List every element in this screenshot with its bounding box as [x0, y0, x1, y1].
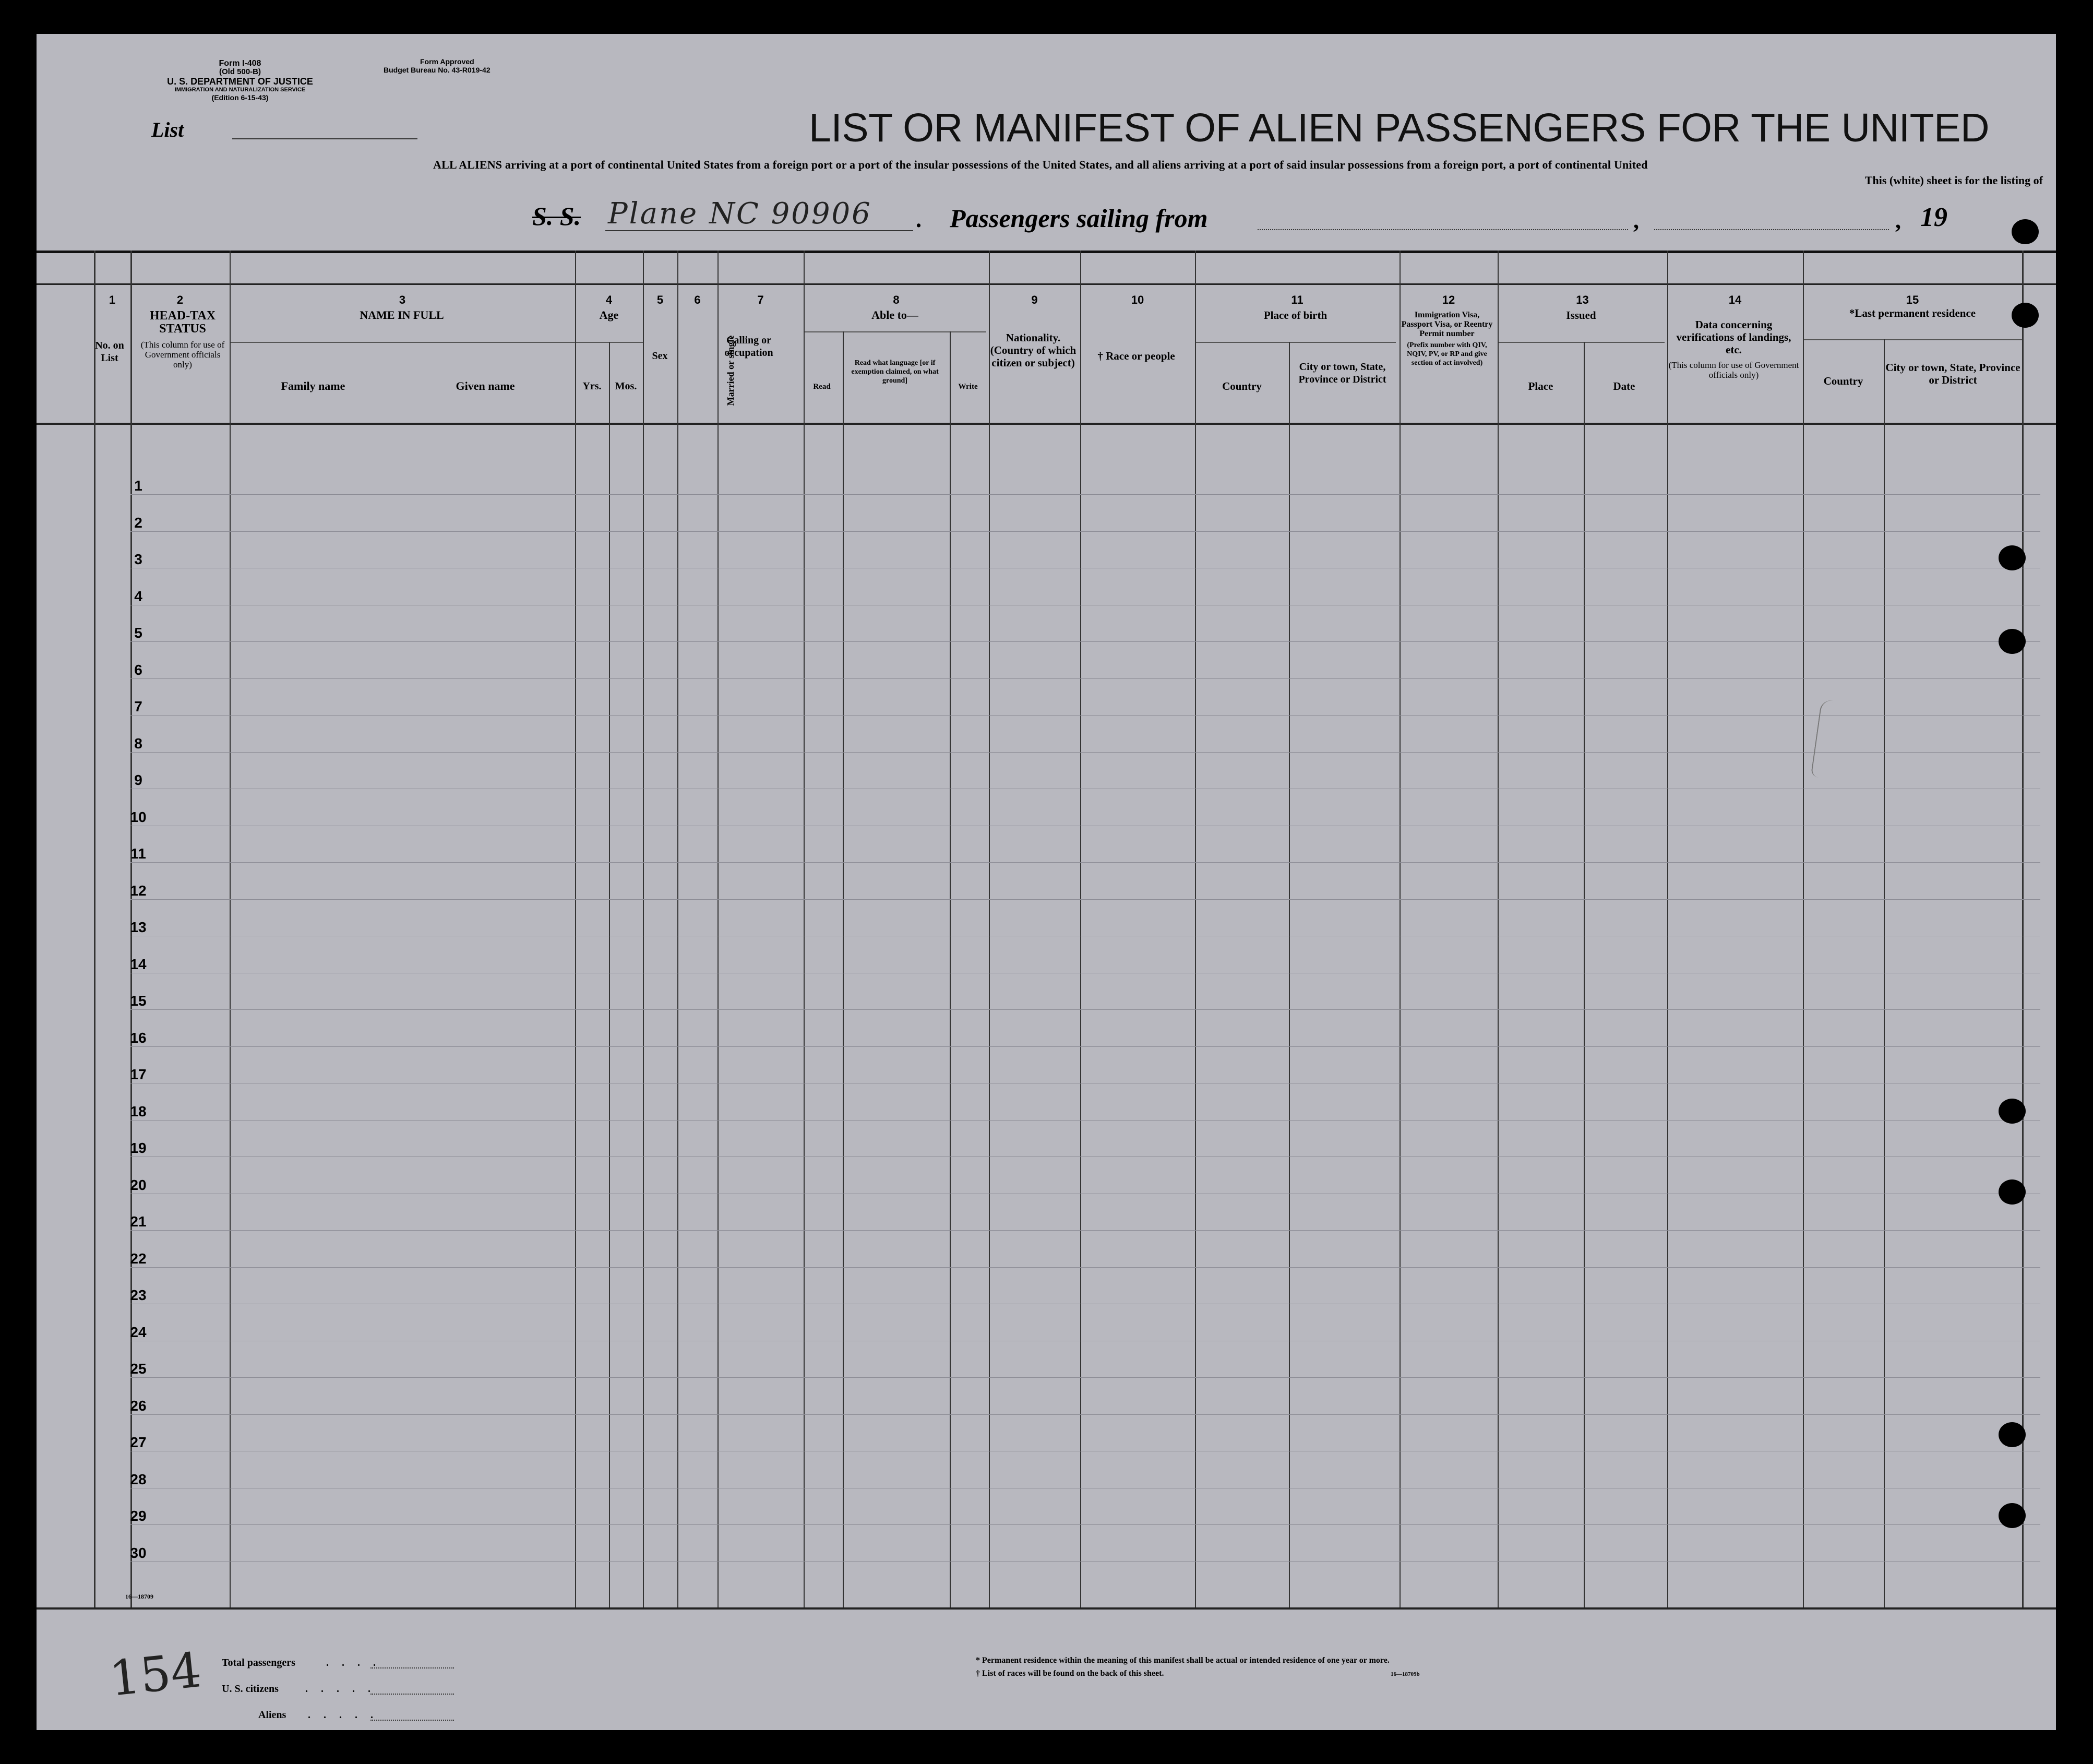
header-head-tax	[138, 309, 227, 370]
list-label: List	[151, 118, 184, 141]
header-age: Age	[599, 308, 619, 321]
column-line	[643, 251, 644, 1607]
column-number: 6	[694, 293, 701, 306]
row-number: 16	[130, 1029, 147, 1046]
punch-hole	[1999, 1503, 2026, 1528]
row-number: 2	[134, 514, 142, 531]
row-number: 9	[134, 772, 142, 788]
head-tax-note: (This column for use of Government officials only)	[140, 340, 225, 370]
row-line	[130, 641, 2040, 642]
column-line	[1884, 339, 1885, 1607]
column-line	[1080, 251, 1081, 1607]
row-number: 5	[134, 625, 142, 641]
row-line	[130, 1524, 2040, 1525]
column-line	[1400, 251, 1401, 1607]
column-number: 1	[109, 293, 116, 306]
visa-note: (Prefix number with QIV, NQIV, PV, or RP and give section of act involved)	[1407, 341, 1487, 367]
header-subdivision-able	[804, 331, 986, 332]
form-old-number: (Old 500-B)	[219, 67, 261, 76]
form-approval	[384, 57, 491, 74]
row-number: 19	[130, 1140, 147, 1156]
header-issued: Issued	[1566, 309, 1596, 321]
punch-hole	[2012, 303, 2039, 328]
header-calling: Calling or occupation	[724, 335, 773, 359]
vessel-name-line	[605, 230, 913, 231]
header-data-concerning	[1667, 318, 1800, 380]
header-yrs: Yrs.	[582, 380, 602, 392]
row-number: 3	[134, 551, 142, 567]
row-number: 6	[134, 661, 142, 678]
row-line	[130, 752, 2040, 753]
vessel-name: Plane NC 90906	[608, 197, 872, 231]
header-family-name: Family name	[281, 379, 345, 392]
column-number: 9	[1031, 293, 1038, 306]
ss-prefix: S. S.	[532, 201, 581, 231]
row-number: 20	[130, 1176, 147, 1193]
us-citizens-row: U. S. citizens . . . . .	[222, 1683, 514, 1695]
total-passengers-label: Total passengers	[222, 1657, 295, 1668]
row-number: 24	[130, 1324, 147, 1340]
aliens-row: Aliens . . . . .	[222, 1709, 514, 1721]
column-number: 5	[656, 293, 664, 306]
department: U. S. DEPARTMENT OF JUSTICE	[167, 76, 313, 87]
service: IMMIGRATION AND NATURALIZATION SERVICE	[174, 87, 306, 93]
row-line	[130, 1046, 2040, 1047]
row-number: 28	[130, 1471, 147, 1487]
column-line	[843, 331, 844, 1607]
visa-title: Immigration Visa, Passport Visa, or Reentry Permit number	[1401, 311, 1493, 338]
us-citizens-label: U. S. citizens	[222, 1683, 279, 1695]
sailing-from-label: Passengers sailing from	[950, 204, 1208, 233]
header-subdivision-name	[230, 342, 575, 343]
list-field	[151, 117, 420, 140]
footnote-permanent: * Permanent residence within the meaning of this manifest shall be actual or intended residence of one year or more.	[976, 1656, 1390, 1665]
column-number-row-line	[37, 283, 2056, 285]
subtitle-line-1: ALL ALIENS arriving at a port of continental United States from a foreign port or a port of the insular possessions of the United States, and all aliens arriving at a port of said insular possessions from a foreign port, a port of continental United	[433, 158, 1648, 171]
column-line	[230, 251, 231, 1607]
row-line	[130, 862, 2040, 863]
row-number: 10	[130, 808, 147, 825]
row-number: 29	[130, 1508, 147, 1524]
column-line	[609, 342, 610, 1607]
row-number: 12	[130, 882, 147, 899]
column-number: 4	[605, 293, 613, 306]
row-line	[130, 1414, 2040, 1415]
column-line	[2022, 251, 2024, 1607]
header-read-language: Read what language [or if exemption claimed, on what ground]	[851, 359, 939, 385]
handwritten-sheet-number: 154	[106, 1642, 204, 1707]
column-line	[989, 251, 990, 1607]
header-no-on-list: No. on List	[95, 340, 124, 364]
row-line	[130, 1267, 2040, 1268]
aliens-label: Aliens	[258, 1709, 286, 1721]
us-citizens-field	[370, 1694, 454, 1695]
header-read: Read	[813, 383, 831, 391]
list-value-line	[232, 138, 417, 139]
column-line	[677, 251, 678, 1607]
row-number: 15	[130, 993, 147, 1009]
row-number: 13	[130, 919, 147, 935]
column-line	[804, 251, 805, 1607]
column-line	[1667, 251, 1668, 1607]
edition: (Edition 6-15-43)	[211, 93, 269, 102]
row-number: 8	[134, 735, 142, 752]
column-number: 15	[1906, 293, 1919, 306]
row-line	[130, 678, 2040, 679]
header-subdivision-issued	[1498, 342, 1665, 343]
total-passengers-row: Total passengers . . . .	[222, 1657, 514, 1669]
vessel-line: S. S. Plane NC 90906 . Passengers sailing from , , 19	[532, 197, 1947, 233]
header-nationality: Nationality. (Country of which citizen or subject)	[990, 331, 1077, 369]
row-number: 23	[130, 1287, 147, 1303]
data-concerning-note: (This column for use of Government officials only)	[1668, 360, 1799, 380]
subtitle-line-2: This (white) sheet is for the listing of	[1864, 174, 2043, 187]
row-line	[130, 1009, 2040, 1010]
header-able-to: Able to—	[871, 308, 918, 321]
column-number: 10	[1131, 293, 1144, 306]
punch-hole	[1999, 1179, 2026, 1205]
total-passengers-field	[370, 1667, 454, 1668]
row-number: 21	[130, 1213, 147, 1230]
print-code: 16—18709	[125, 1593, 153, 1600]
header-name-in-full: NAME IN FULL	[360, 308, 444, 321]
header-place-of-birth: Place of birth	[1263, 309, 1327, 321]
header-res-city: City or town, State, Province or District	[1885, 361, 2020, 386]
budget-number: Budget Bureau No. 43-R019-42	[384, 66, 491, 74]
form-number: Form I-408	[219, 59, 261, 68]
header-bottom-line	[37, 423, 2056, 425]
header-issued-place: Place	[1528, 380, 1553, 392]
row-number: 11	[130, 845, 146, 862]
print-code-b: 16—18709b	[1391, 1671, 1420, 1677]
head-tax-title: HEAD-TAX STATUS	[149, 309, 216, 336]
sailing-from-field	[1258, 229, 1628, 230]
column-number: 7	[757, 293, 764, 306]
column-number: 8	[893, 293, 900, 306]
header-write: Write	[958, 383, 978, 391]
date-field	[1654, 229, 1889, 230]
header-given-name: Given name	[456, 379, 515, 392]
footnote-races: † List of races will be found on the back of this sheet.	[976, 1669, 1164, 1678]
column-line	[94, 251, 95, 1607]
pencil-mark	[1811, 699, 1833, 778]
column-line	[1195, 251, 1196, 1607]
table-top-border	[37, 251, 2056, 253]
year-field: 19	[1920, 202, 1947, 232]
column-number: 12	[1442, 293, 1455, 306]
header-sex: Sex	[652, 350, 668, 362]
page-title: LIST OR MANIFEST OF ALIEN PASSENGERS FOR THE UNITED	[809, 105, 1990, 150]
form-approved: Form Approved	[420, 57, 474, 66]
header-pob-city: City or town, State, Province or District	[1298, 361, 1386, 385]
form-info	[130, 59, 350, 102]
column-line	[1289, 342, 1290, 1607]
column-number: 2	[176, 293, 184, 306]
row-line	[130, 494, 2040, 495]
row-line	[130, 899, 2040, 900]
header-subdivision-birth	[1195, 342, 1396, 343]
column-line	[1498, 251, 1499, 1607]
row-number: 26	[130, 1397, 147, 1414]
row-number: 7	[134, 698, 142, 714]
column-number: 3	[399, 293, 406, 306]
punch-hole	[1999, 545, 2026, 570]
table-bottom-border	[37, 1607, 2056, 1610]
row-number: 1	[134, 478, 142, 494]
column-line	[717, 251, 719, 1607]
row-line	[130, 531, 2040, 532]
column-number: 11	[1291, 293, 1303, 306]
row-number: 27	[130, 1434, 147, 1450]
column-number: 13	[1576, 293, 1589, 306]
column-line	[1584, 342, 1585, 1607]
row-number: 18	[130, 1103, 147, 1119]
punch-hole	[1999, 629, 2026, 654]
row-number: 14	[130, 956, 147, 972]
header-married: Married or single	[725, 335, 736, 406]
column-line	[575, 251, 576, 1607]
row-number: 22	[130, 1250, 147, 1267]
header-subdivision-residence	[1803, 339, 2022, 340]
punch-hole	[1999, 1099, 2026, 1124]
header-res-country: Country	[1823, 375, 1863, 387]
row-number: 30	[130, 1544, 147, 1561]
punch-hole	[2012, 219, 2039, 244]
row-line	[130, 1120, 2040, 1121]
row-line	[130, 1230, 2040, 1231]
aliens-field	[370, 1720, 454, 1721]
manifest-sheet	[37, 34, 2056, 1730]
row-number: 4	[134, 588, 142, 604]
header-visa	[1400, 311, 1494, 367]
column-line	[1803, 251, 1804, 1607]
row-line	[130, 715, 2040, 716]
header-issued-date: Date	[1613, 380, 1635, 392]
column-line	[950, 331, 951, 1607]
data-concerning-title: Data concerning verifications of landings, etc.	[1676, 318, 1791, 356]
header-pob-country: Country	[1222, 380, 1262, 392]
column-number: 14	[1728, 293, 1742, 306]
row-line	[130, 1377, 2040, 1378]
header-mos: Mos.	[615, 380, 637, 392]
header-last-residence: *Last permanent residence	[1849, 307, 1976, 319]
punch-hole	[1999, 1422, 2026, 1447]
row-number: 17	[130, 1066, 147, 1082]
row-number: 25	[130, 1361, 147, 1377]
header-race: † Race or people	[1097, 350, 1175, 362]
